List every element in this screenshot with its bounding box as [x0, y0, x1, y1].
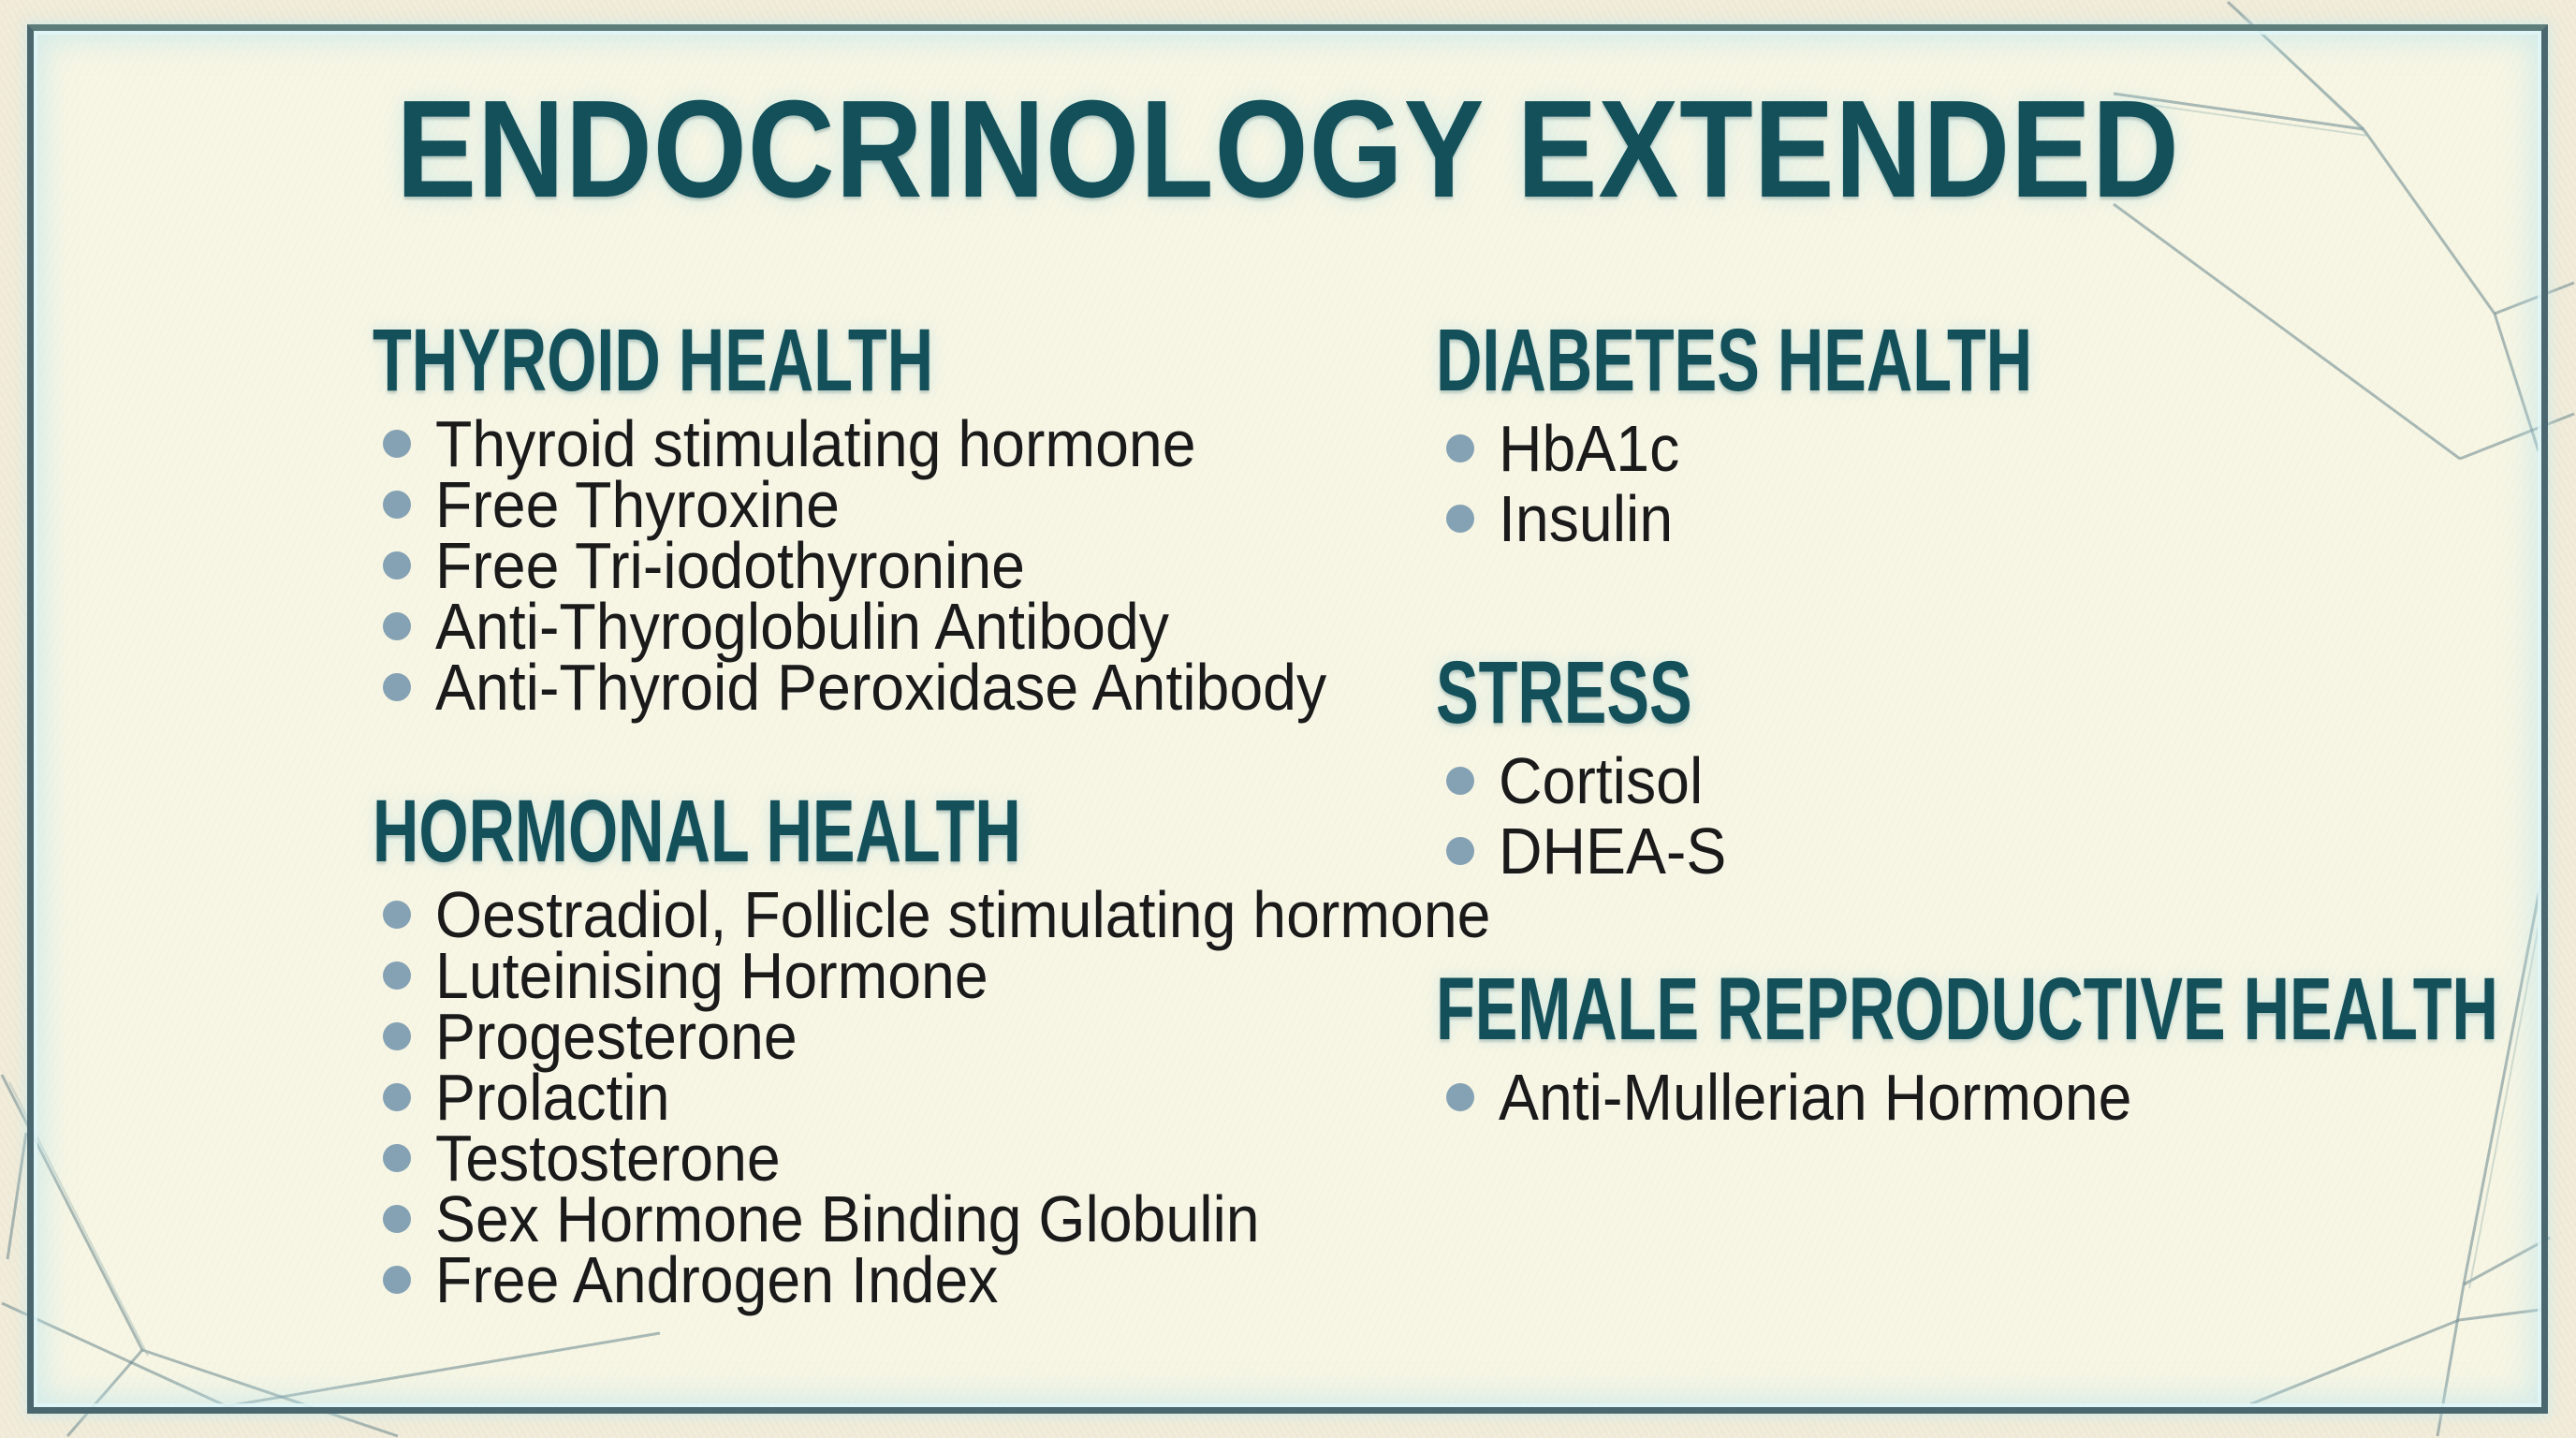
test-list — [373, 406, 1440, 724]
test-list — [1436, 1062, 2540, 1132]
item-label: DHEA-S — [1499, 814, 1727, 888]
test-list — [1436, 413, 2466, 553]
item-label: Thyroid stimulating hormone — [435, 406, 1196, 480]
bullet-icon — [1446, 505, 1474, 533]
list-item — [383, 1181, 1440, 1255]
item-label: Testosterone — [435, 1121, 781, 1195]
item-label: Sex Hormone Binding Globulin — [435, 1181, 1260, 1255]
bullet-icon — [1446, 837, 1474, 865]
list-item — [383, 589, 1440, 663]
bullet-icon — [383, 673, 411, 701]
list-item — [383, 1121, 1440, 1195]
item-label: Oestradiol, Follicle stimulating hormone — [435, 877, 1491, 951]
bullet-icon — [383, 491, 411, 519]
bullet-icon — [383, 1205, 411, 1233]
bullet-icon — [383, 1144, 411, 1172]
item-label: Luteinising Hormone — [435, 938, 988, 1012]
section-thyroid-health — [373, 311, 1440, 724]
section-hormonal-health — [373, 782, 1491, 1316]
list-item — [383, 650, 1440, 724]
item-label: Free Androgen Index — [435, 1242, 999, 1316]
bullet-icon — [383, 612, 411, 640]
list-item — [383, 406, 1440, 480]
list-item — [383, 1060, 1440, 1134]
section-diabetes-health — [1436, 311, 2466, 555]
list-item — [383, 999, 1440, 1073]
section-stress — [1436, 643, 2466, 888]
list-item — [383, 1242, 1440, 1316]
item-label: Prolactin — [435, 1060, 670, 1134]
list-item — [1446, 1062, 2540, 1132]
item-label: Free Thyroxine — [435, 467, 840, 541]
bullet-icon — [383, 961, 411, 990]
item-label: Free Tri-iodothyronine — [435, 528, 1025, 602]
bullet-icon — [383, 1266, 411, 1294]
item-label: Progesterone — [435, 999, 798, 1073]
bullet-icon — [383, 901, 411, 929]
test-list — [373, 877, 1491, 1316]
bullet-icon — [383, 1083, 411, 1111]
item-label: Insulin — [1499, 481, 1674, 555]
bullet-icon — [383, 551, 411, 580]
section-heading: THYROID HEALTH — [373, 311, 934, 410]
section-heading: DIABETES HEALTH — [1436, 311, 2033, 410]
item-label: Anti-Thyroid Peroxidase Antibody — [435, 650, 1327, 724]
item-label: Anti-Mullerian Hormone — [1499, 1060, 2132, 1134]
list-item — [1446, 815, 2466, 886]
bullet-icon — [1446, 767, 1474, 795]
list-item — [1446, 745, 2466, 815]
bullet-icon — [1446, 434, 1474, 462]
list-item — [1446, 483, 2466, 553]
item-label: Anti-Thyroglobulin Antibody — [435, 589, 1169, 663]
list-item — [383, 467, 1440, 541]
test-list — [1436, 745, 2466, 886]
list-item — [383, 938, 1440, 1012]
list-item — [1446, 413, 2466, 483]
section-heading: STRESS — [1436, 643, 1692, 742]
bullet-icon — [1446, 1083, 1474, 1111]
bullet-icon — [383, 1022, 411, 1050]
section-female-reproductive-health — [1436, 960, 2540, 1134]
item-label: HbA1c — [1499, 411, 1680, 485]
page-title: ENDOCRINOLOGY EXTENDED — [396, 72, 2180, 227]
section-heading: FEMALE REPRODUCTIVE HEALTH — [1436, 960, 2498, 1059]
list-item — [383, 528, 1440, 602]
list-item — [383, 877, 1491, 951]
item-label: Cortisol — [1499, 743, 1704, 817]
section-heading: HORMONAL HEALTH — [373, 782, 1021, 881]
bullet-icon — [383, 430, 411, 458]
